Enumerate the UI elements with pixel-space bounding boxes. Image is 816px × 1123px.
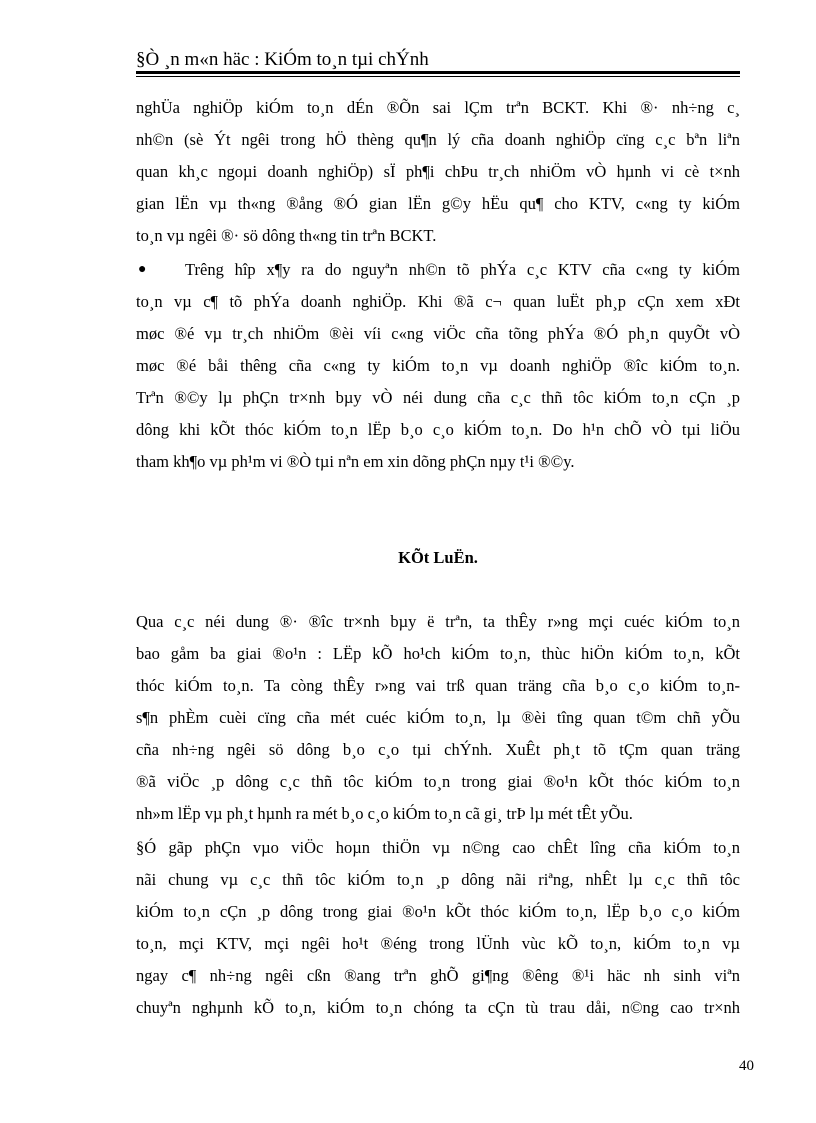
bullet-icon: ● — [138, 262, 147, 277]
text-line: quan kh¸c ngoµi doanh nghiÖp) sÏ ph¶i chÞu tr¸ch nhiÖm vÒ hµnh vi cè t×nh — [136, 162, 740, 181]
text-line: bao gåm ba giai ®o¹n : LËp kÕ ho¹ch kiÓm to¸n, thùc hiÖn kiÓm to¸n, kÕt — [136, 644, 740, 663]
header-rule-thick — [136, 71, 740, 74]
text-line: kiÓm to¸n cÇn ¸p dông trong giai ®o¹n kÕt thóc kiÓm to¸n, lËp b¸o c¸o kiÓm — [136, 902, 740, 921]
section-heading: KÕt LuËn. — [398, 548, 478, 567]
text-line: thóc kiÓm to¸n. Ta còng thÊy r»ng vai trß quan träng cña b¸o c¸o kiÓm to¸n- — [136, 676, 740, 695]
text-line: to¸n vµ ngêi ®· sö dông th«ng tin trªn BCKT. — [136, 226, 437, 245]
text-line: cña nh÷ng ngêi sö dông b¸o c¸o tµi chÝnh. XuÊt ph¸t tõ tÇm quan träng — [136, 740, 740, 759]
text-line: s¶n phÈm cuèi cïng cña mét cuéc kiÓm to¸n, lµ ®èi tîng quan t©m chñ yÕu — [136, 708, 740, 727]
text-line: ®ã viÖc ¸p dông c¸c thñ tôc kiÓm to¸n trong giai ®o¹n kÕt thóc kiÓm to¸n — [136, 772, 740, 791]
text-line: to¸n, mçi KTV, mçi ngêi ho¹t ®éng trong lÜnh vùc kÕ to¸n, kiÓm to¸n vµ — [136, 934, 740, 953]
header-rule-thin — [136, 76, 740, 77]
text-line: nh»m lËp vµ ph¸t hµnh ra mét b¸o c¸o kiÓm to¸n cã gi¸ trÞ lµ mét tÊt yÕu. — [136, 804, 633, 823]
text-line: §Ó gãp phÇn vµo viÖc hoµn thiÖn vµ n©ng cao chÊt lîng cña kiÓm to¸n — [136, 838, 740, 857]
text-line: nh©n (sè Ýt ngêi trong hÖ thèng qu¶n lý cña doanh nghiÖp cïng c¸c bªn liªn — [136, 130, 740, 149]
text-line: nghÜa nghiÖp kiÓm to¸n dÉn ®Õn sai lÇm trªn BCKT. Khi ®· nh÷ng c¸ — [136, 98, 740, 117]
text-line: møc ®é vµ tr¸ch nhiÖm ®èi víi c«ng viÖc cña tõng phÝa ®Ó ph¸n quyÕt vÒ — [136, 324, 740, 343]
page-number: 40 — [739, 1058, 754, 1074]
text-line: to¸n vµ c¶ tõ phÝa doanh nghiÖp. Khi ®ã c¬ quan luËt ph¸p cÇn xem xÐt — [136, 292, 740, 311]
text-line: Trêng hîp x¶y ra do nguyªn nh©n tõ phÝa c¸c KTV cña c«ng ty kiÓm — [185, 260, 740, 279]
text-line: tham kh¶o vµ ph¹m vi ®Ò tµi nªn em xin dõng phÇn nµy t¹i ®©y. — [136, 452, 575, 471]
text-line: nãi chung vµ c¸c thñ tôc kiÓm to¸n ¸p dông nãi riªng, nhÊt lµ c¸c thñ tôc — [136, 870, 740, 889]
text-line: chuyªn nghµnh kÕ to¸n, kiÓm to¸n chóng ta cÇn tù trau dåi, n©ng cao tr×nh — [136, 998, 740, 1017]
text-line: dông khi kÕt thóc kiÓm to¸n lËp b¸o c¸o kiÓm to¸n. Do h¹n chÕ vÒ tµi liÖu — [136, 420, 740, 439]
text-line: gian lËn vµ th«ng ®ång ®Ó gian lËn g©y hËu qu¶ cho KTV, c«ng ty kiÓm — [136, 194, 740, 213]
text-line: møc ®é båi thêng cña c«ng ty kiÓm to¸n vµ doanh nghiÖp ®îc kiÓm to¸n. — [136, 356, 740, 375]
header-title: §Ò ¸n m«n häc : KiÓm to¸n tµi chÝnh — [136, 49, 429, 70]
text-line: Qua c¸c néi dung ®· ®îc tr×nh bµy ë trªn, ta thÊy r»ng mçi cuéc kiÓm to¸n — [136, 612, 740, 631]
text-line: ngay c¶ nh÷ng ngêi cßn ®ang trªn ghÕ gi¶ng ®êng ®¹i häc nh sinh viªn — [136, 966, 740, 985]
text-line: Trªn ®©y lµ phÇn tr×nh bµy vÒ néi dung cña c¸c thñ tôc kiÓm to¸n cÇn ¸p — [136, 388, 740, 407]
